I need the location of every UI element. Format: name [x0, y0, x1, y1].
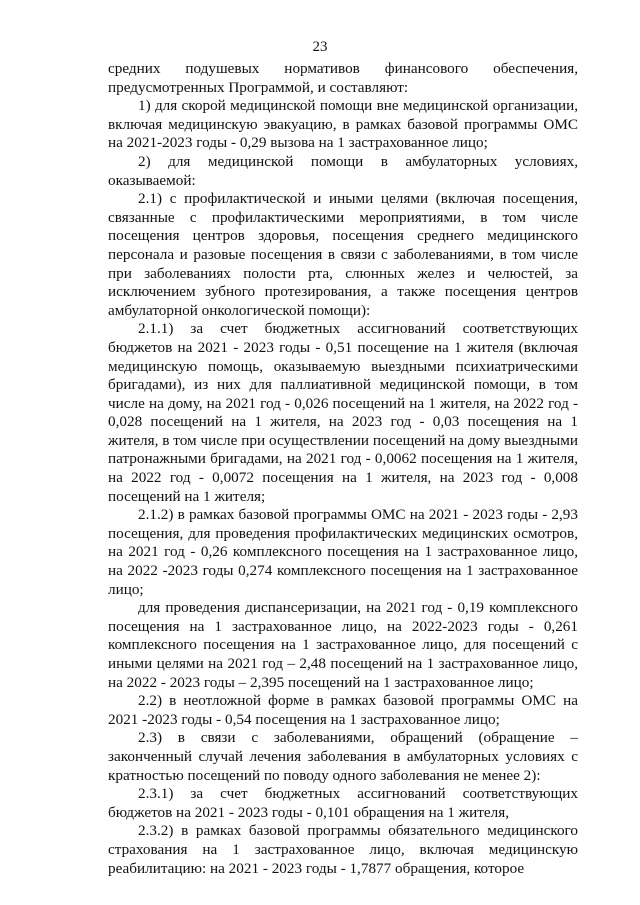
paragraph-oms-visits: 2.1.2) в рамках базовой программы ОМС на 2021 - 2023 годы - 2,93 посещения, для проведения профилактических медицинских осмотров, на 2021 год - 0,26 комплексного посещения на 1 застрахованное лицо, на 2022 -2023 годы 0,274 комплексного посещения на 1 застрахованное лицо;	[108, 506, 578, 598]
paragraph-budget-appeals: 2.3.1) за счет бюджетных ассигнований соответствующих бюджетов на 2021 - 2023 годы - 0,101 обращения на 1 жителя,	[108, 785, 578, 821]
paragraph-urgent-care: 2.2) в неотложной форме в рамках базовой программы ОМС на 2021 -2023 годы - 0,54 посещения на 1 застрахованное лицо;	[108, 692, 578, 728]
page-number: 23	[312, 39, 328, 55]
paragraph-disease-appeals: 2.3) в связи с заболеваниями, обращений (обращение – законченный случай лечения заболевания в амбулаторных условиях с кратностью посещений по поводу одного заболевания не менее 2):	[108, 729, 578, 784]
paragraph-outpatient-intro: 2) для медицинской помощи в амбулаторных условиях, оказываемой:	[108, 152, 578, 189]
paragraph-preventive-visits: 2.1) с профилактической и иными целями (включая посещения, связанные с профилактическими мероприятиями, в том числе посещения центров здоровья, посещения среднего медицинского персонала и разовые посещения в связи с заболеваниями, в том числе при заболеваниях полости рта, слюнных желез и челюстей, за исключением зубного протезирования, а также посещения центров амбулаторной онкологической помощи):	[108, 190, 578, 319]
paragraph-oms-appeals: 2.3.2) в рамках базовой программы обязательного медицинского страхования на 1 застрахованное лицо, включая медицинскую реабилитацию: на 2021 - 2023 годы - 1,7877 обращения, которое	[108, 822, 578, 877]
paragraph-continuation: средних подушевых нормативов финансового обеспечения, предусмотренных Программой, и составляют:	[108, 60, 578, 96]
paragraph-dispensary: для проведения диспансеризации, на 2021 год - 0,19 комплексного посещения на 1 застрахованное лицо, на 2022-2023 годы - 0,261 комплексного посещения на 1 застрахованное лицо, для посещений с иными целями на 2021 год – 2,48 посещений на 1 застрахованное лицо, на 2022 - 2023 годы – 2,395 посещений на 1 застрахованное лицо;	[108, 599, 578, 691]
document-body	[108, 60, 578, 878]
paragraph-budget-visits: 2.1.1) за счет бюджетных ассигнований соответствующих бюджетов на 2021 - 2023 годы - 0,51 посещение на 1 жителя (включая медицинскую помощь, оказываемую выездными психиатрическими бригадами), из них для паллиативной медицинской помощи, в том числе на дому, на 2021 год - 0,026 посещений на 1 жителя, на 2022 год - 0,028 посещений на 1 жителя, на 2023 год - 0,03 посещения на 1 жителя, в том числе при осуществлении посещений на дому выездными патронажными бригадами, на 2021 год - 0,0062 посещения на 1 жителя, на 2022 год - 0,0072 посещения на 1 жителя, на 2023 год - 0,008 посещений на 1 жителя;	[108, 320, 578, 505]
paragraph-ambulance: 1) для скорой медицинской помощи вне медицинской организации, включая медицинскую эвакуацию, в рамках базовой программы ОМС на 2021-2023 годы - 0,29 вызова на 1 застрахованное лицо;	[108, 97, 578, 152]
